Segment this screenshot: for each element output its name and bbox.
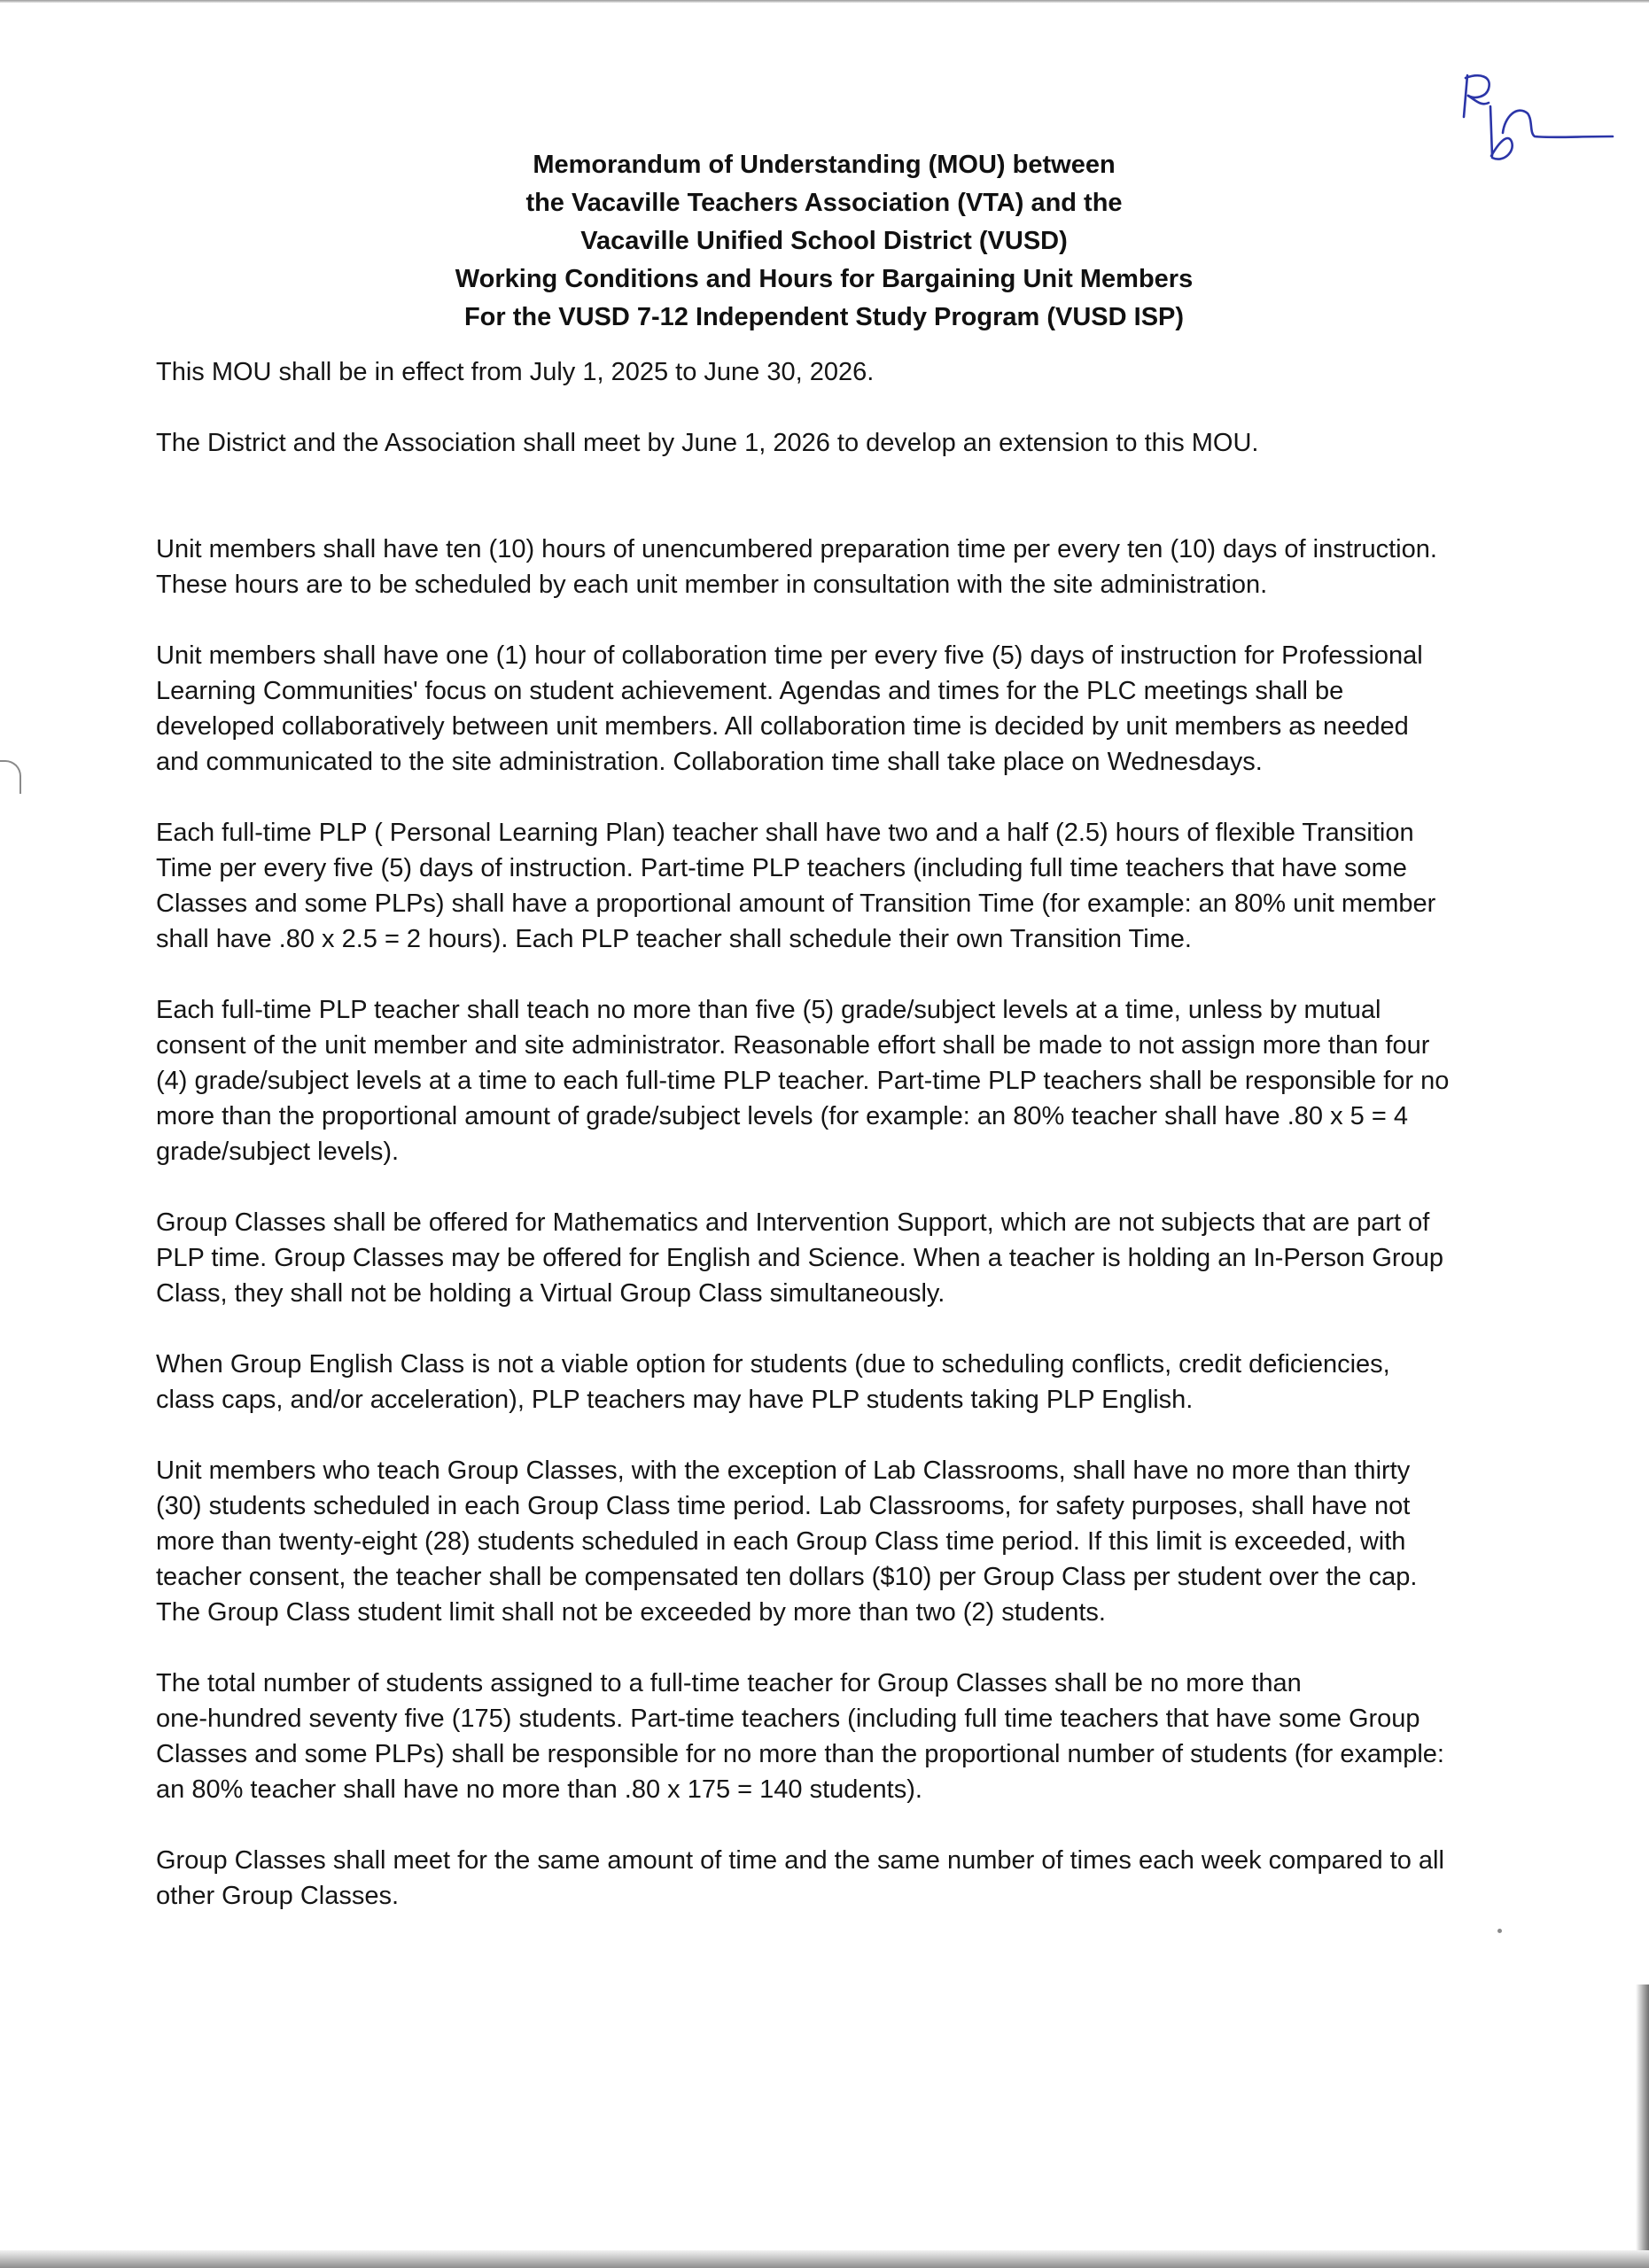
title-line: Working Conditions and Hours for Bargaining Unit Members	[455, 265, 1194, 293]
text-line: other Group Classes.	[156, 1882, 400, 1910]
text-line: Each full-time PLP ( Personal Learning Plan) teacher shall have two and a half (2.5) hours of flexible Transition	[156, 819, 1414, 847]
paragraph-preparation-time	[156, 532, 1538, 602]
text-line: one-hundred seventy five (175) students. Part-time teachers (including full time teachers that have some Group	[156, 1705, 1420, 1733]
paragraph-effective-dates	[156, 354, 1538, 390]
paragraph-extension	[156, 425, 1538, 461]
paragraph-grade-subject-levels	[156, 992, 1538, 1169]
paragraph-collaboration-time	[156, 638, 1538, 780]
text-line: an 80% teacher shall have no more than .80 x 175 = 140 students).	[156, 1775, 922, 1804]
text-line: Unit members shall have one (1) hour of collaboration time per every five (5) days of instruction for Professional	[156, 641, 1423, 670]
paragraph-class-size	[156, 1453, 1538, 1630]
text-line: Class, they shall not be holding a Virtual Group Class simultaneously.	[156, 1279, 945, 1308]
text-line: consent of the unit member and site administrator. Reasonable effort shall be made to not assign more than four	[156, 1031, 1430, 1060]
paragraph-transition-time	[156, 815, 1538, 957]
text-line: Group Classes shall be offered for Mathematics and Intervention Support, which are not subjects that are part of	[156, 1208, 1430, 1237]
text-line: PLP time. Group Classes may be offered for English and Science. When a teacher is holding an In-Person Group	[156, 1244, 1443, 1272]
text-line: Unit members shall have ten (10) hours of unencumbered preparation time per every ten (10) days of instruction.	[156, 535, 1437, 563]
text-line: and communicated to the site administration. Collaboration time shall take place on Wednesdays.	[156, 748, 1263, 776]
text-line: The District and the Association shall meet by June 1, 2026 to develop an extension to this MOU.	[156, 429, 1259, 457]
text-line: Each full-time PLP teacher shall teach no more than five (5) grade/subject levels at a time, unless by mutual	[156, 996, 1381, 1024]
paragraph-meeting-time	[156, 1843, 1538, 1914]
handwritten-initials	[1453, 71, 1622, 186]
title-line: For the VUSD 7-12 Independent Study Program (VUSD ISP)	[463, 303, 1185, 331]
scan-bottom-edge	[0, 2250, 1649, 2268]
text-line: The Group Class student limit shall not be exceeded by more than two (2) students.	[156, 1598, 1106, 1627]
text-line: Learning Communities' focus on student achievement. Agendas and times for the PLC meetings shall be	[156, 677, 1344, 705]
memorandum-title	[337, 146, 1311, 337]
text-line: class caps, and/or acceleration), PLP teachers may have PLP students taking PLP English.	[156, 1386, 1194, 1414]
text-line: When Group English Class is not a viable option for students (due to scheduling conflicts, credit deficiencies,	[156, 1350, 1390, 1379]
scan-right-edge	[1636, 1984, 1649, 2250]
text-line: (30) students scheduled in each Group Class time period. Lab Classrooms, for safety purposes, shall have not	[156, 1492, 1411, 1520]
text-line: more than twenty-eight (28) students scheduled in each Group Class time period. If this limit is exceeded, with	[156, 1527, 1406, 1556]
text-line: These hours are to be scheduled by each unit member in consultation with the site administration.	[156, 571, 1268, 599]
paragraph-group-english	[156, 1347, 1538, 1418]
text-line: This MOU shall be in effect from July 1, 2025 to June 30, 2026.	[156, 358, 875, 386]
memorandum-body	[156, 354, 1538, 1914]
text-line: developed collaboratively between unit members. All collaboration time is decided by unit members as needed	[156, 712, 1409, 741]
text-line: Classes and some PLPs) shall have a proportional amount of Transition Time (for example: an 80% unit member	[156, 889, 1436, 918]
title-line: Memorandum of Understanding (MOU) between	[533, 151, 1116, 179]
text-line: Time per every five (5) days of instruction. Part-time PLP teachers (including full time teachers that have some	[156, 854, 1407, 882]
paragraph-total-students	[156, 1666, 1538, 1807]
title-line: Vacaville Unified School District (VUSD)	[580, 227, 1068, 255]
scan-speck	[1497, 1929, 1502, 1933]
text-line: The total number of students assigned to a full-time teacher for Group Classes shall be no more than	[156, 1669, 1302, 1697]
text-line: shall have .80 x 2.5 = 2 hours). Each PLP teacher shall schedule their own Transition Time.	[156, 925, 1192, 953]
scan-top-edge	[0, 0, 1649, 3]
scan-margin-mark	[0, 760, 21, 794]
text-line: more than the proportional amount of grade/subject levels (for example: an 80% teacher shall have .80 x 5 = 4	[156, 1102, 1408, 1130]
text-line: (4) grade/subject levels at a time to each full-time PLP teacher. Part-time PLP teachers shall be responsible for no	[156, 1067, 1450, 1095]
text-line: grade/subject levels).	[156, 1138, 400, 1166]
text-line: Group Classes shall meet for the same amount of time and the same number of times each week compared to all	[156, 1846, 1444, 1875]
paragraph-group-classes	[156, 1205, 1538, 1311]
text-line: Unit members who teach Group Classes, with the exception of Lab Classrooms, shall have no more than thirty	[156, 1456, 1411, 1485]
text-line: Classes and some PLPs) shall be responsible for no more than the proportional number of students (for example:	[156, 1740, 1444, 1768]
text-line: teacher consent, the teacher shall be compensated ten dollars ($10) per Group Class per student over the cap.	[156, 1563, 1418, 1591]
title-line: the Vacaville Teachers Association (VTA) and the	[525, 189, 1123, 217]
